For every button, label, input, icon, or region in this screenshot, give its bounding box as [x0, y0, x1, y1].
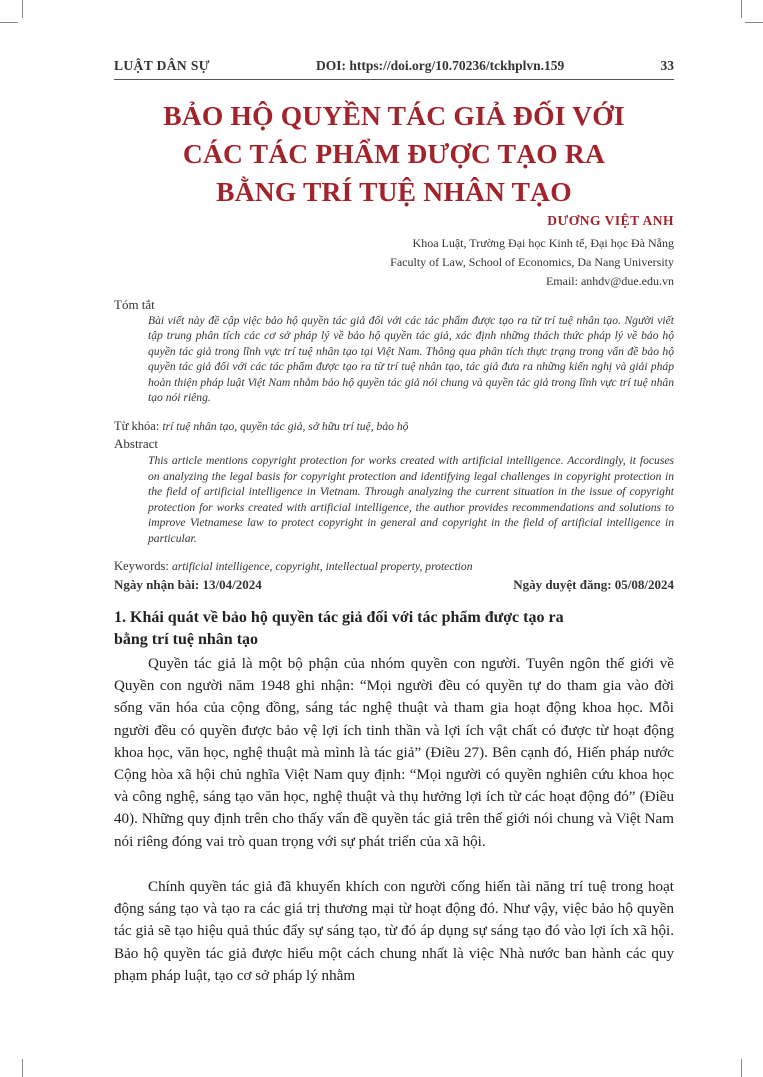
affiliation-en: Faculty of Law, School of Economics, Da Nang University	[390, 255, 674, 269]
body-paragraph-1: Quyền tác giả là một bộ phận của nhóm quyền con người. Tuyên ngôn thế giới về Quyền con người năm 1948 ghi nhận: “Mọi người đều có quyền tự do tham gia vào đời sống văn hóa của cộng đồng, sáng tác nghệ thuật và tham gia hoạt động khoa học. Mỗi người đều có quyền được bảo vệ lợi ích tinh thần và lợi ích vật chất có được từ hoạt động khoa học, văn học, nghệ thuật mà mình là tác giả” (Điều 27). Bên cạnh đó, Hiến pháp nước Cộng hòa xã hội chủ nghĩa Việt Nam quy định: “Mọi người có quyền nghiên cứu khoa học và công nghệ, sáng tạo văn học, nghệ thuật và thụ hưởng lợi ích từ các hoạt động đó” (Điều 40). Những quy định trên cho thấy vấn đề quyền tác giả trên thế giới nói chung và Việt Nam nói riêng đóng vai trò quan trọng với sự phát triển của xã hội.	[114, 656, 674, 850]
crop-mark-bottom-left	[22, 1059, 23, 1077]
abstract-en-text: This article mentions copyright protection for works created with artificial intelligence. Accordingly, it focuses on analyzing the legal basis for copyright protection and identifying legal challenges in copyright protection in the field of artificial intelligence in Vietnam. Through analyzing the current situation in the issue of copyright protection for works created with artificial intelligence, the author provides recommendations and solutions to improve Vietnamese law to protect copyright in general and copyright in the field of artificial intelligence in particular.	[148, 454, 674, 545]
title-line-2: CÁC TÁC PHẨM ĐƯỢC TẠO RA	[182, 138, 606, 169]
keywords-vi-values: trí tuệ nhân tạo, quyền tác giả, sở hữu trí tuệ, bảo hộ	[162, 420, 409, 433]
section-1-heading	[114, 607, 674, 651]
title-line-1: BẢO HỘ QUYỀN TÁC GIẢ ĐỐI VỚI	[163, 100, 625, 131]
header-rule	[114, 79, 674, 80]
page-number: 33	[660, 58, 674, 73]
article-title	[114, 97, 674, 211]
abstract-vi-label: Tóm tắt	[114, 297, 155, 312]
crop-mark-bottom-right	[741, 1059, 742, 1077]
abstract-en-label: Abstract	[114, 436, 159, 451]
crop-mark-top-right	[741, 0, 742, 18]
body-paragraph-2: Chính quyền tác giả đã khuyến khích con người cống hiến tài năng trí tuệ trong hoạt động sáng tạo và tạo ra các giá trị thương mại từ hoạt động đó. Như vậy, việc bảo hộ quyền tác giả sẽ tạo hiệu quả thúc đẩy sự sáng tạo, từ đó áp dụng sự sáng tạo đó vào lợi ích xã hội. Bảo hộ quyền tác giả được hiểu một cách chung nhất là việc Nhà nước ban hành các quy phạm pháp luật, tạo cơ sở pháp lý nhằm	[114, 879, 674, 984]
section-1-heading-line-2: bằng trí tuệ nhân tạo	[114, 631, 259, 648]
author-email[interactable]: Email: anhdv@due.edu.vn	[545, 274, 674, 288]
journal-section: LUẬT DÂN SỰ	[114, 58, 210, 73]
keywords-en-values: artificial intelligence, copyright, intellectual property, protection	[171, 560, 473, 573]
crop-mark-top-left	[22, 0, 23, 18]
keywords-en-label: Keywords:	[114, 559, 169, 573]
keywords-en	[114, 559, 674, 574]
doi-link[interactable]: DOI: https://doi.org/10.70236/tckhplvn.159	[316, 58, 565, 73]
section-1-heading-line-1: 1. Khái quát về bảo hộ quyền tác giả đối với tác phẩm được tạo ra	[114, 609, 564, 626]
date-accepted: Ngày duyệt đăng: 05/08/2024	[513, 577, 674, 592]
affiliation-vi: Khoa Luật, Trường Đại học Kinh tế, Đại học Đà Nẵng	[412, 236, 674, 250]
date-received: Ngày nhận bài: 13/04/2024	[114, 577, 262, 592]
running-header	[114, 58, 674, 78]
abstract-vi-text: Bài viết này đề cập việc bảo hộ quyền tác giả đối với các tác phẩm được tạo ra từ trí tuệ nhân tạo. Người viết tập trung phân tích các cơ sở pháp lý về bảo hộ quyền tác giả, xác định những thách thức pháp lý về bảo hộ quyền tác giả trong lĩnh vực trí tuệ nhân tạo tại Việt Nam. Thông qua phân tích thực trạng trong vấn đề bảo hộ quyền tác giả đối với các tác phẩm được tạo ra từ trí tuệ nhân tạo, tác giả đưa ra những kiến nghị và giải pháp hoàn thiện pháp luật Việt Nam nhằm bảo hộ quyền tác giả nói chung và quyền tác giả trong lĩnh vực trí tuệ nhân tạo nói riêng.	[148, 314, 674, 405]
title-line-3: BẰNG TRÍ TUỆ NHÂN TẠO	[216, 176, 572, 207]
crop-mark-right	[745, 22, 763, 23]
crop-mark-left	[0, 22, 18, 23]
keywords-vi-label: Từ khóa:	[114, 419, 160, 433]
keywords-vi	[114, 419, 674, 434]
author-name: DƯƠNG VIỆT ANH	[547, 213, 674, 228]
